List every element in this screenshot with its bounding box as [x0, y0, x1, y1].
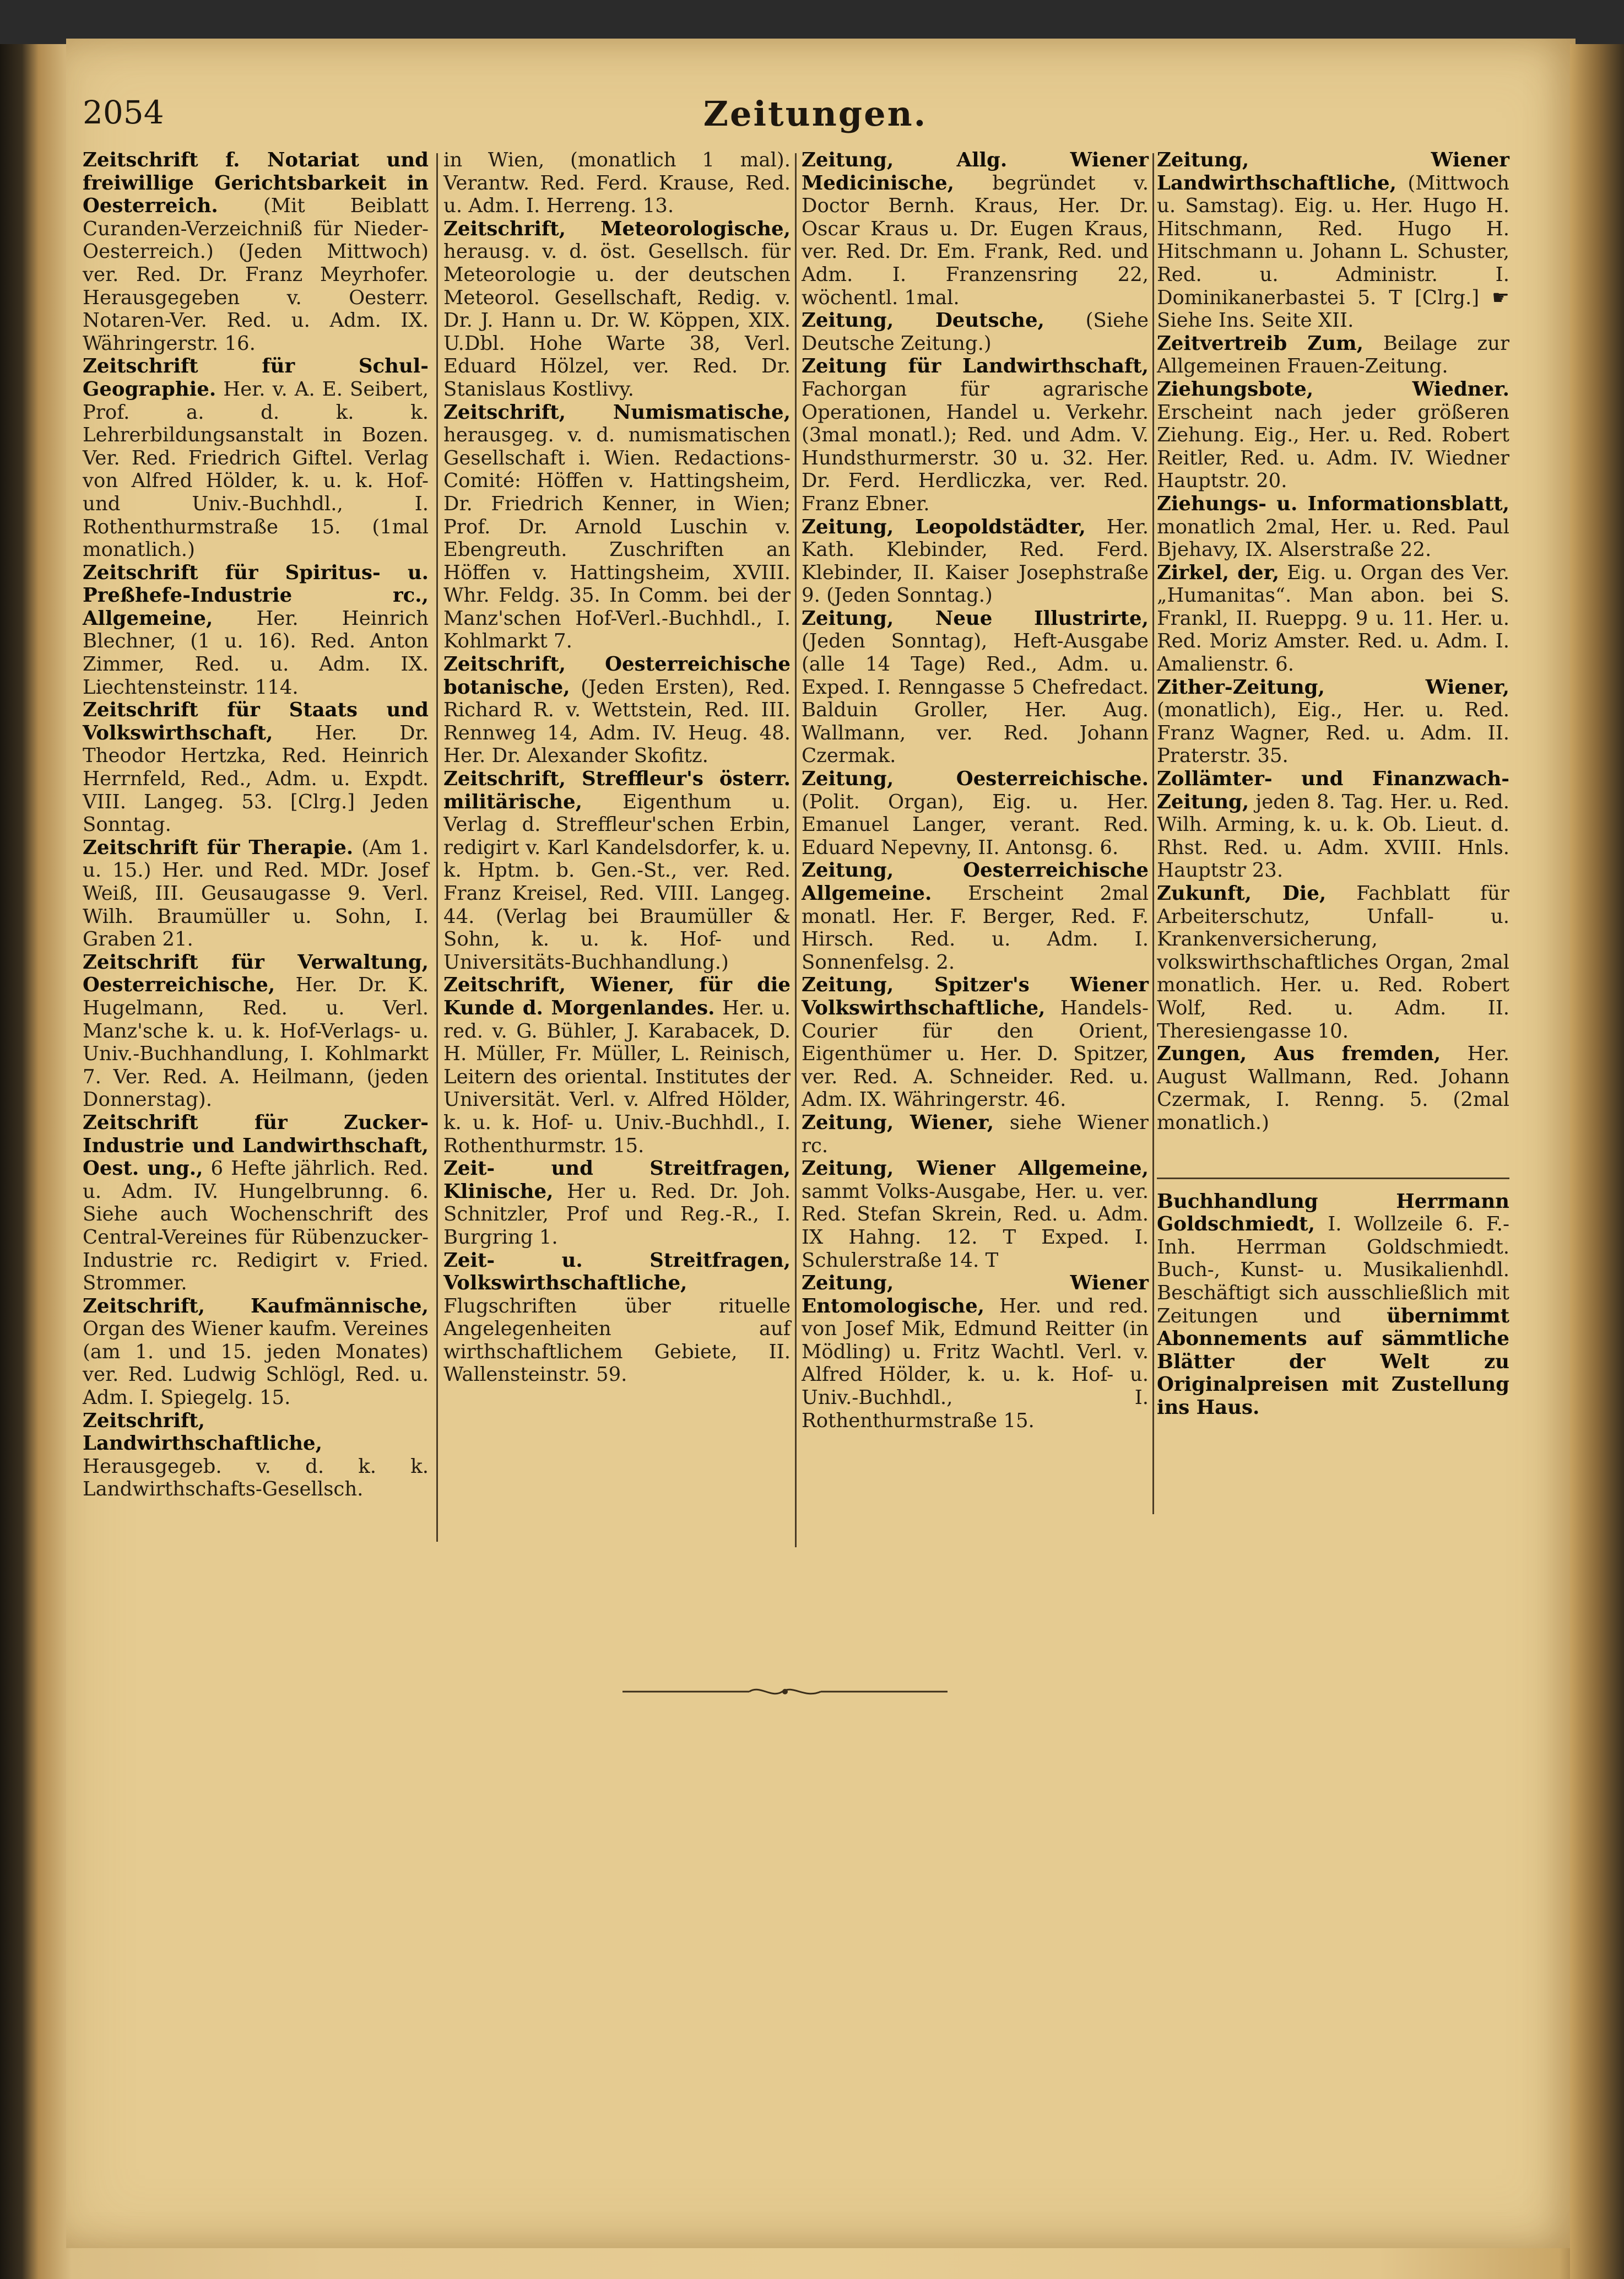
- entry-text: Handels-Courier für den Orient, Eigenthümer u. Her. D. Spitzer, ver. Red. A. Schneider. Red. u. Adm. IX. Währingerstr. 46.: [802, 996, 1149, 1111]
- page-gutter-edge: [1570, 44, 1624, 2279]
- entry-headword: Zirkel, der,: [1157, 561, 1280, 584]
- entry-text: Her. Dr. Theodor Hertzka, Red. Heinrich Herrnfeld, Red., Adm. u. Expdt. VIII. Langeg. 53. [Clrg.] Jeden Sonntag.: [83, 721, 429, 836]
- entry-text: Her. Kath. Klebinder, Red. Ferd. Klebinder, II. Kaiser Josephstraße 9. (Jeden Sonntag.): [802, 515, 1149, 607]
- entry-text: monatlich 2mal, Her. u. Red. Paul Bjehavy, IX. Alserstraße 22.: [1157, 515, 1509, 561]
- entry-text: (Mit Beiblatt Curanden-Verzeichniß für Nieder-Oesterreich.) (Jeden Mittwoch) ver. Red. Dr. Franz Meyrhofer. Herausgegeben v. Oesterr. Notaren-Ver. Red. u. Adm. IX. Währingerstr. 16.: [83, 195, 429, 355]
- directory-entry: [83, 561, 429, 699]
- directory-entry: [443, 1157, 791, 1249]
- directory-entry: [1157, 882, 1509, 1043]
- entry-text: begründet v. Doctor Bernh. Kraus, Her. Dr. Oscar Kraus u. Dr. Eugen Kraus, ver. Red. Dr. Em. Frank, Red. und Adm. I. Franzensring 22, wöchentl. 1mal.: [802, 171, 1149, 309]
- directory-entry: [802, 309, 1149, 355]
- entry-headword: Zeitvertreib Zum,: [1157, 332, 1363, 355]
- page-number: 2054: [83, 94, 164, 131]
- entry-headword: Zeitschrift, Meteorologische,: [443, 217, 791, 240]
- entry-headword: Zeitschrift, Streffleur's österr. militärische,: [443, 768, 791, 813]
- entry-text: (monatlich), Eig., Her. u. Red. Franz Wagner, Red. u. Adm. II. Praterstr. 35.: [1157, 699, 1509, 768]
- directory-entry: [1157, 676, 1509, 768]
- directory-entry: [802, 768, 1149, 859]
- directory-entry: [83, 149, 429, 355]
- entry-headword: Zither-Zeitung, Wiener,: [1157, 676, 1509, 699]
- entry-headword: Zeitung, Wiener Allgemeine,: [802, 1157, 1149, 1180]
- entry-headword: Zeitung, Deutsche,: [802, 309, 1044, 332]
- directory-entry: [802, 607, 1149, 768]
- entry-text: Her u. Red. Dr. Joh. Schnitzler, Prof und Reg.-R., I. Burgring 1.: [443, 1180, 791, 1249]
- directory-entry: [83, 1295, 429, 1409]
- entry-text: (Polit. Organ), Eig. u. Her. Emanuel Langer, verant. Red. Eduard Nepevny, II. Antonsg. 6.: [802, 790, 1149, 859]
- entry-headword: Zeit- und Streitfragen, Klinische,: [443, 1157, 791, 1203]
- entry-headword: Zeitschrift für Zucker-Industrie und Landwirthschaft, Oest. ung.,: [83, 1111, 429, 1180]
- directory-entry: [443, 401, 791, 654]
- entry-text: Beilage zur Allgemeinen Frauen-Zeitung.: [1157, 332, 1509, 378]
- directory-entry: [802, 974, 1149, 1111]
- directory-entry: [1157, 768, 1509, 882]
- directory-entry: [802, 1157, 1149, 1272]
- entry-text: in Wien, (monatlich 1 mal). Verantw. Red. Ferd. Krause, Red. u. Adm. I. Herreng. 13.: [443, 149, 791, 218]
- entry-text: Her. v. A. E. Seibert, Prof. a. d. k. k. Lehrerbildungsanstalt in Bozen. Ver. Red. Friedrich Giftel. Verlag von Alfred Hölder, k. u. k. Hof- und Univ.-Buchhdl., I. Rothenthurmstraße 15. (1mal monatlich.): [83, 377, 429, 561]
- entry-headword: Zeitschrift für Staats und Volkswirthschaft,: [83, 699, 429, 744]
- entry-headword: Zeitschrift, Oesterreichische botanische,: [443, 653, 791, 699]
- directory-entry: [802, 1272, 1149, 1432]
- ornament-rule: [622, 1683, 948, 1700]
- entry-headword: Zeitung, Wiener,: [802, 1111, 994, 1134]
- bookshop-advert: [1157, 1178, 1509, 1419]
- directory-entry: [443, 149, 791, 218]
- entry-headword: Zeit- u. Streitfragen, Volkswirthschaftliche,: [443, 1249, 791, 1295]
- entry-headword: Zeitung, Oesterreichische.: [802, 768, 1149, 791]
- entry-headword: Zeitung, Neue Illustrirte,: [802, 607, 1149, 630]
- directory-entry: [802, 1111, 1149, 1157]
- column-2: [443, 149, 791, 1386]
- column-4: [1157, 149, 1509, 1419]
- entry-headword: Zeitung, Allg. Wiener Medicinische,: [802, 149, 1149, 195]
- entry-text: Flugschriften über rituelle Angelegenheiten auf wirthschaftlichem Gebiete, II. Wallensteinstr. 59.: [443, 1294, 791, 1386]
- entry-headword: Zeitschrift für Spiritus- u. Preßhefe-Industrie rc., Allgemeine,: [83, 561, 429, 630]
- entry-headword: Zeitung für Landwirthschaft,: [802, 355, 1149, 378]
- entry-headword: Ziehungsbote, Wiedner.: [1157, 377, 1509, 401]
- entry-text: Her. u. red. v. G. Bühler, J. Karabacek, D. H. Müller, Fr. Müller, L. Reinisch, Leitern des oriental. Institutes der Universität. Verl. v. Alfred Hölder, k. u. k. Hof- u. Univ.-Buchhdl., I. Rothenthurmstr. 15.: [443, 996, 791, 1157]
- column-1: [83, 149, 429, 1501]
- scanner-top-border: [0, 0, 1624, 44]
- entry-headword: Zeitung, Spitzer's Wiener Volkswirthschaftliche,: [802, 974, 1149, 1019]
- entry-headword: Zeitschrift, Kaufmännische,: [83, 1294, 429, 1317]
- entry-text: (Jeden Ersten), Red. Richard R. v. Wettstein, Red. III. Rennweg 14, Adm. IV. Heug. 48. Her. Dr. Alexander Skofitz.: [443, 676, 791, 768]
- running-title: Zeitungen.: [703, 94, 928, 134]
- entry-headword: Zeitung, Wiener Entomologische,: [802, 1272, 1149, 1317]
- entry-headword: Zukunft, Die,: [1157, 882, 1327, 905]
- directory-entry: [1157, 561, 1509, 676]
- entry-text: Herausgegeb. v. d. k. k. Landwirthschafts-Gesellsch.: [83, 1455, 429, 1501]
- column-rule-2: [795, 153, 797, 1547]
- directory-entry: [83, 355, 429, 561]
- entry-headword: Zeitschrift, Landwirthschaftliche,: [83, 1409, 322, 1455]
- directory-entry: [443, 974, 791, 1157]
- entry-text: Organ des Wiener kaufm. Vereines (am 1. und 15. jeden Monates) ver. Red. Ludwig Schlögl, Red. u. Adm. I. Spiegelg. 15.: [83, 1317, 429, 1409]
- entry-headword: Zollämter- und Finanzwach-Zeitung,: [1157, 768, 1509, 813]
- entry-text: sammt Volks-Ausgabe, Her. u. ver. Red. Stefan Skrein, Red. u. Adm. IX Hahng. 12. T Exped. I. Schulerstraße 14. T: [802, 1180, 1149, 1272]
- directory-entry: [83, 836, 429, 951]
- entry-text: Erscheint nach jeder größeren Ziehung. Eig., Her. u. Red. Robert Reitler, Red. u. Adm. IV. Wiedner Hauptstr. 20.: [1157, 401, 1509, 493]
- entry-text: siehe Wiener rc.: [802, 1111, 1149, 1157]
- entry-text: Fachblatt für Arbeiterschutz, Unfall- u. Krankenversicherung, volkswirthschaftliches Organ, 2mal monatlich. Her. u. Red. Robert Wolf, Red. u. Adm. II. Theresiengasse 10.: [1157, 882, 1509, 1043]
- entry-text: Eig. u. Organ des Ver. „Humanitas“. Man abon. bei S. Frankl, II. Rueppg. 9 u. 11. Her. u. Red. Moriz Amster. Red. u. Adm. I. Amalienstr. 6.: [1157, 561, 1509, 676]
- entry-text: jeden 8. Tag. Her. u. Red. Wilh. Arming, k. u. k. Ob. Lieut. d. Rhst. Red. u. Adm. XVIII. Hnls. Hauptstr 23.: [1157, 790, 1510, 882]
- directory-entry: [443, 653, 791, 768]
- entry-text: Erscheint 2mal monatl. Her. F. Berger, Red. F. Hirsch. Red. u. Adm. I. Sonnenfelsg. 2.: [802, 882, 1149, 974]
- entry-headword: Zeitung, Oesterreichische Allgemeine.: [802, 859, 1149, 905]
- directory-entry: [802, 149, 1149, 309]
- entry-text: herausg. v. d. öst. Gesellsch. für Meteorologie u. der deutschen Meteorol. Gesellschaft, Redig. v. Dr. J. Hann u. Dr. W. Köppen, XIX. U.Dbl. Hohe Warte 38, Verl. Eduard Hölzel, ver. Red. Dr. Stanislaus Kostlivy.: [443, 240, 791, 401]
- entry-text: (Mittwoch u. Samstag). Eig. u. Her. Hugo H. Hitschmann, Red. Hugo H. Hitschmann u. Johann L. Schuster, Red. u. Administr. I. Dominikanerbastei 5. T [Clrg.] ☛ Siehe Ins. Seite XII.: [1157, 171, 1509, 332]
- entry-headword: Ziehungs- u. Informationsblatt,: [1157, 492, 1509, 515]
- entry-text: Her. Heinrich Blechner, (1 u. 16). Red. Anton Zimmer, Red. u. Adm. IX. Liechtensteinstr. 114.: [83, 607, 429, 699]
- entry-headword: Zeitschrift f. Notariat und freiwillige Gerichtsbarkeit in Oesterreich.: [83, 149, 429, 218]
- directory-entry: [1157, 493, 1509, 561]
- entry-text: herausgeg. v. d. numismatischen Gesellschaft i. Wien. Redactions-Comité: Höffen v. Hattingsheim, Dr. Friedrich Kenner, in Wien; Prof. Dr. Arnold Luschin v. Ebengreuth. Zuschriften an Höffen v. Hattingsheim, XVIII. Whr. Feldg. 35. In Comm. bei der Manz'schen Hof-Verl.-Buchhdl., I. Kohlmarkt 7.: [443, 424, 791, 653]
- directory-entry: [83, 1409, 429, 1501]
- directory-entry: [83, 951, 429, 1111]
- directory-entry: [443, 768, 791, 974]
- entry-text: Eigenthum u. Verlag d. Streffleur'schen Erbin, redigirt v. Karl Kandelsdorfer, k. u. k. Hptm. b. Gen.-St., ver. Red. Franz Kreisel, Red. VIII. Langeg. 44. (Verlag bei Braumüller & Sohn, k. u. k. Hof- und Universitäts-Buchhandlung.): [443, 790, 791, 974]
- entry-headword: Zeitschrift, Wiener, für die Kunde d. Morgenlandes.: [443, 974, 791, 1019]
- entry-text: 6 Hefte jährlich. Red. u. Adm. IV. Hungelbrunng. 6. Siehe auch Wochenschrift des Central-Vereines für Rübenzucker-Industrie rc. Redigirt v. Fried. Strommer.: [83, 1157, 429, 1295]
- directory-entry: [83, 1111, 429, 1295]
- entry-text: Her. und red. von Josef Mik, Edmund Reitter (in Mödling) u. Fritz Wachtl. Verl. v. Alfred Hölder, k. u. k. Hof- u. Univ.-Buchhdl., I. Rothenthurmstraße 15.: [802, 1294, 1149, 1432]
- entry-headword: Zeitschrift, Numismatische,: [443, 401, 791, 424]
- entry-headword: Zeitschrift für Therapie.: [83, 836, 354, 859]
- entry-headword: Zungen, Aus fremden,: [1157, 1043, 1441, 1066]
- entry-text: (Am 1. u. 15.) Her. und Red. MDr. Josef Weiß, III. Geusaugasse 9. Verl. Wilh. Braumüller u. Sohn, I. Graben 21.: [83, 836, 429, 951]
- column-rule-3: [1152, 153, 1154, 1514]
- entry-text: Her. Dr. K. Hugelmann, Red. u. Verl. Manz'sche k. u. k. Hof-Verlags- u. Univ.-Buchhandlung, I. Kohlmarkt 7. Ver. Red. A. Heilmann, (jeden Donnerstag).: [83, 974, 429, 1111]
- advert-lead: Buchhandlung Herrmann Goldschmiedt,: [1157, 1190, 1509, 1236]
- advert-em1: übernimmt Abonnements auf sämmtliche Blätter der Welt zu Originalpreisen mit Zustellung ins Haus.: [1157, 1304, 1509, 1419]
- directory-entry: [443, 218, 791, 401]
- entry-headword: Zeitschrift für Schul-Geographie.: [83, 355, 429, 401]
- directory-entry: [802, 516, 1149, 607]
- entry-text: (Siehe Deutsche Zeitung.): [802, 309, 1149, 355]
- column-3: [802, 149, 1149, 1432]
- column-rule-1: [436, 153, 438, 1542]
- entry-text: Her. August Wallmann, Red. Johann Czermak, I. Renng. 5. (2mal monatlich.): [1157, 1043, 1509, 1134]
- advert-text1: I. Wollzeile 6. F.-Inh. Herrman Goldschmiedt. Buch-, Kunst- u. Musikalienhdl. Beschäftigt sich ausschließlich mit Zeitungen und: [1157, 1213, 1509, 1327]
- entry-headword: Zeitschrift für Verwaltung, Oesterreichische,: [83, 951, 429, 997]
- entry-headword: Zeitung, Leopoldstädter,: [802, 515, 1086, 538]
- directory-entry: [1157, 332, 1509, 378]
- entry-text: (Jeden Sonntag), Heft-Ausgabe (alle 14 Tage) Red., Adm. u. Exped. I. Renngasse 5 Chefredact. Balduin Groller, Her. Aug. Wallmann, ver. Red. Johann Czermak.: [802, 630, 1149, 768]
- directory-entry: [802, 355, 1149, 515]
- directory-entry: [443, 1249, 791, 1387]
- directory-entry: [83, 699, 429, 836]
- directory-entry: [1157, 378, 1509, 493]
- directory-entry: [802, 859, 1149, 974]
- directory-entry: [1157, 1043, 1509, 1134]
- directory-entry: [1157, 149, 1509, 332]
- entry-headword: Zeitung, Wiener Landwirthschaftliche,: [1157, 149, 1509, 195]
- entry-text: Fachorgan für agrarische Operationen, Handel u. Verkehr. (3mal monatl.); Red. und Adm. V. Hundsthurmerstr. 30 u. 32. Her. Dr. Ferd. Herdliczka, ver. Red. Franz Ebner.: [802, 377, 1149, 515]
